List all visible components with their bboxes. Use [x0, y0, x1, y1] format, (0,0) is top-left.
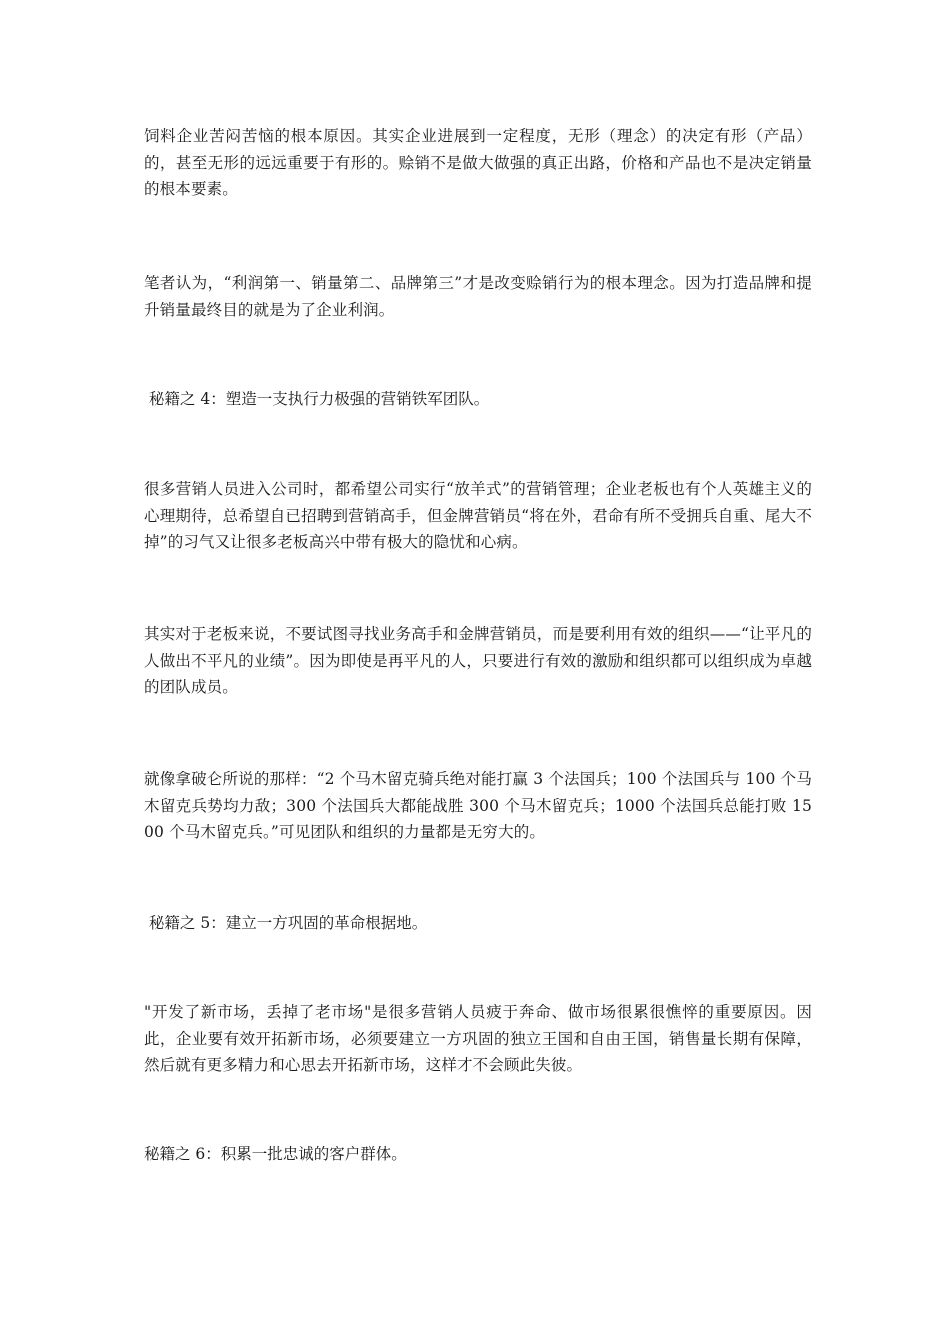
paragraph-feed-company-distress: 饲料企业苦闷苦恼的根本原因。其实企业进展到一定程度，无形（理念）的决定有形（产品）的，甚至无形的远远重要于有形的。赊销不是做大做强的真正出路，价格和产品也不是决定销量的根本要素。: [144, 127, 812, 198]
section-heading-secret-5: 秘籍之 5：建立一方巩固的革命根据地。: [144, 914, 428, 932]
paragraph-napoleon-quote: 就像拿破仑所说的那样：“2 个马木留克骑兵绝对能打赢 3 个法国兵；100 个法国兵与 100 个马木留克兵势均力敌；300 个法国兵大都能战胜 300 个马木留克兵；1000 个法国兵总能打败 1500 个马木留克兵。”可见团队和组织的力量都是无穷大的。: [144, 770, 812, 841]
section-heading-secret-4: 秘籍之 4：塑造一支执行力极强的营销铁军团队。: [144, 390, 490, 408]
paragraph-sales-staff-expectations: 很多营销人员进入公司时，都希望公司实行“放羊式”的营销管理；企业老板也有个人英雄主义的心理期待，总希望自已招聘到营销高手，但金牌营销员“将在外，君命有所不受拥兵自重、尾大不掉”的习气又让很多老板高兴中带有极大的隐忧和心病。: [144, 480, 812, 551]
paragraph-new-and-old-markets: "开发了新市场，丢掉了老市场"是很多营销人员疲于奔命、做市场很累很憔悴的重要原因。因此，企业要有效开拓新市场，必须要建立一方巩固的独立王国和自由王国，销售量长期有保障，然后就有更多精力和心思去开拓新市场，这样才不会顾此失彼。: [144, 1003, 812, 1074]
paragraph-profit-first-concept: 笔者认为，“利润第一、销量第二、品牌第三”才是改变赊销行为的根本理念。因为打造品牌和提升销量最终目的就是为了企业利润。: [144, 274, 812, 319]
section-heading-secret-6: 秘籍之 6：积累一批忠诚的客户群体。: [144, 1145, 407, 1163]
paragraph-effective-organization: 其实对于老板来说，不要试图寻找业务高手和金牌营销员，而是要利用有效的组织——“让平凡的人做出不平凡的业绩”。因为即使是再平凡的人，只要进行有效的激励和组织都可以组织成为卓越的团队成员。: [144, 625, 812, 696]
